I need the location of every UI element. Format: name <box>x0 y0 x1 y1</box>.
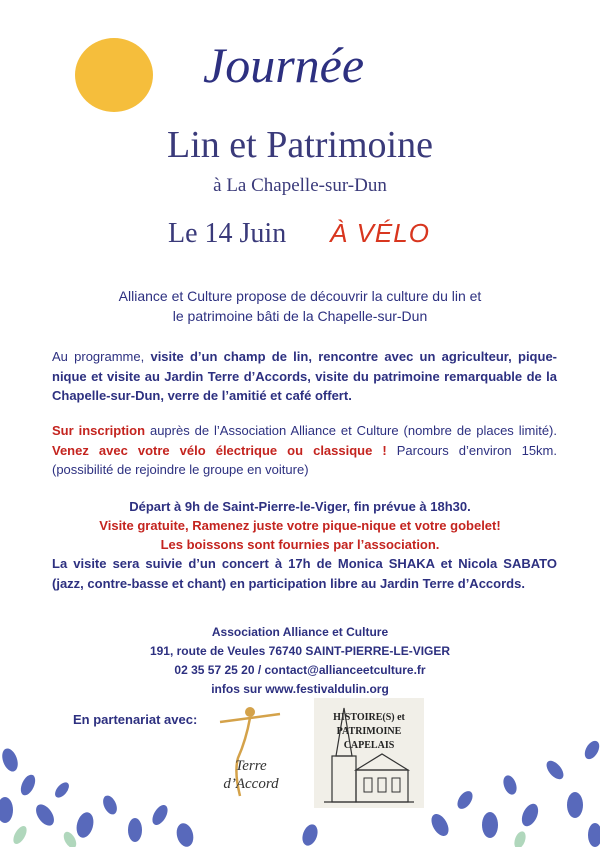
phone-email[interactable]: 02 35 57 25 20 / contact@allianceetculture.fr <box>174 663 426 677</box>
concert-paragraph: La visite sera suivie d’un concert à 17h de Monica SHAKA et Nicola SABATO (jazz, contre-basse et chant) en participation libre au Jardin Terre d’Accords. <box>52 556 557 591</box>
journee-text: Journée <box>203 37 365 93</box>
sun-decoration <box>75 38 153 112</box>
intro-line: Alliance et Culture propose de découvrir la culture du lin et <box>118 288 482 304</box>
inscription-paragraph <box>52 421 557 480</box>
histoire-patrimoine-logo <box>314 698 424 808</box>
inscription-highlight: Sur inscription <box>52 423 146 438</box>
bike-highlight: Venez avec votre vélo électrique ou classique ! <box>52 442 387 458</box>
logo1-line: d’Accord <box>223 776 279 792</box>
logo1-line: Terre <box>235 758 267 774</box>
logo2-line: CAPELAIS <box>343 740 395 751</box>
page-title: Lin et Patrimoine <box>167 124 433 166</box>
program-paragraph <box>52 347 557 406</box>
drinks-line: Les boissons sont fournies par l’association. <box>160 537 440 552</box>
route-text: Parcours d’environ 15km. (possibilité de rejoindre le groupe en voiture) <box>52 442 557 477</box>
logo2-line: PATRIMOINE <box>336 726 402 737</box>
depart-line: Départ à 9h de Saint-Pierre-le-Viger, fin prévue à 18h30. <box>129 499 471 514</box>
program-details: visite d’un champ de lin, rencontre avec un agriculteur, pique-nique et visite au Jardin Terre d’Accords, visite du patrimoine remarquable de la Chapelle-sur-Dun, verre de l’amitié et café offert. <box>52 349 557 403</box>
location-subtitle: à La Chapelle-sur-Dun <box>213 175 387 196</box>
program-lead: Au programme, <box>52 349 151 364</box>
velo-tag: À VÉLO <box>330 218 430 248</box>
partner-label: En partenariat avec: <box>73 712 198 727</box>
intro-line: le patrimoine bâti de la Chapelle-sur-Dun <box>172 308 428 324</box>
logo2-line: HISTOIRE(S) et <box>333 712 405 723</box>
inscription-text: auprès de l’Association Alliance et Culture (nombre de places limité). <box>145 423 557 438</box>
org-name: Association Alliance et Culture <box>211 625 389 639</box>
journee-script-title <box>195 30 405 100</box>
terre-daccord-logo <box>200 700 302 802</box>
free-visit-line: Visite gratuite, Ramenez juste votre pique-nique et votre gobelet! <box>99 518 501 533</box>
website-link[interactable]: infos sur www.festivaldulin.org <box>211 682 389 696</box>
postal-address: 191, route de Veules 76740 SAINT-PIERRE-LE-VIGER <box>149 644 451 658</box>
church-drawing <box>314 698 424 808</box>
event-date: Le 14 Juin <box>168 218 287 249</box>
intro-text <box>80 286 520 326</box>
